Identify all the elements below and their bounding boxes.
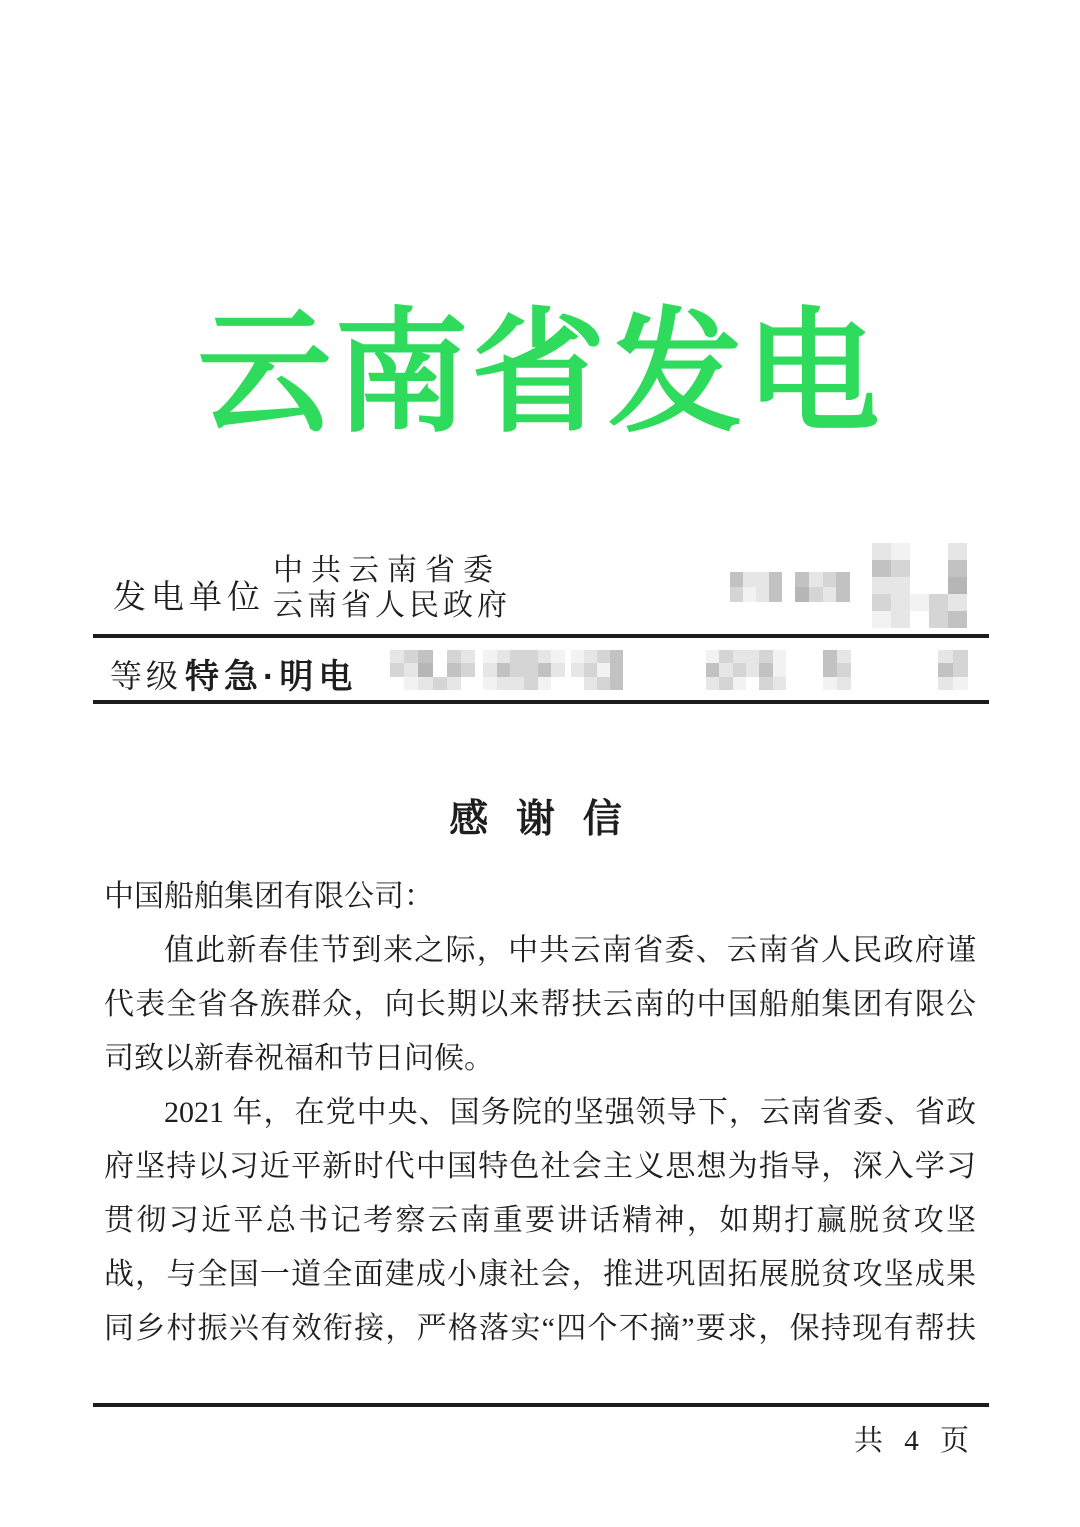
letter-line: 战，与全国一道全面建成小康社会，推进巩固拓展脱贫攻坚成果 <box>104 1258 976 1291</box>
issuing-unit-row <box>93 543 989 634</box>
letter-title: 感 谢 信 <box>449 798 631 841</box>
letter-line: 值此新春佳节到来之际，中共云南省委、云南省人民政府谨 <box>164 934 976 967</box>
letter-line: 代表全省各族群众，向长期以来帮扶云南的中国船舶集团有限公 <box>104 988 976 1021</box>
issuing-unit-label: 发电单位 <box>113 580 265 616</box>
letter-line: 府坚持以习近平新时代中国特色社会主义思想为指导，深入学习 <box>104 1150 976 1183</box>
issuing-unit-line-2: 云南省人民政府 <box>273 589 511 622</box>
priority-level-label: 等级 <box>110 658 183 694</box>
form-bottom-line <box>93 700 989 704</box>
letter-line: 贯彻习近平总书记考察云南重要讲话精神，如期打赢脱贫攻坚 <box>104 1204 976 1237</box>
letter-line: 2021 年，在党中央、国务院的坚强领导下，云南省委、省政 <box>164 1096 976 1129</box>
page-count: 共 4 页 <box>853 1425 976 1457</box>
redacted-block <box>938 650 968 690</box>
redacted-block <box>390 650 475 690</box>
issuing-unit-value <box>273 553 511 623</box>
footer-line <box>93 1403 989 1407</box>
redacted-block <box>706 650 786 690</box>
letter-salutation: 中国船舶集团有限公司： <box>104 880 434 913</box>
redacted-block <box>795 572 850 602</box>
redacted-block <box>483 650 565 690</box>
redacted-block <box>730 572 782 602</box>
issuing-unit-line-1: 中共云南省委 <box>273 554 501 587</box>
telegram-header-title: 云南省发电 <box>197 300 883 448</box>
redacted-block <box>571 650 623 690</box>
letter-body <box>104 870 976 1356</box>
redacted-block <box>823 650 851 690</box>
redacted-block <box>872 543 967 628</box>
letter-line: 同乡村振兴有效衔接，严格落实“四个不摘”要求，保持现有帮扶 <box>104 1312 976 1345</box>
letter-line: 司致以新春祝福和节日问候。 <box>104 1042 494 1075</box>
priority-level-value: 特急·明电 <box>185 658 358 696</box>
